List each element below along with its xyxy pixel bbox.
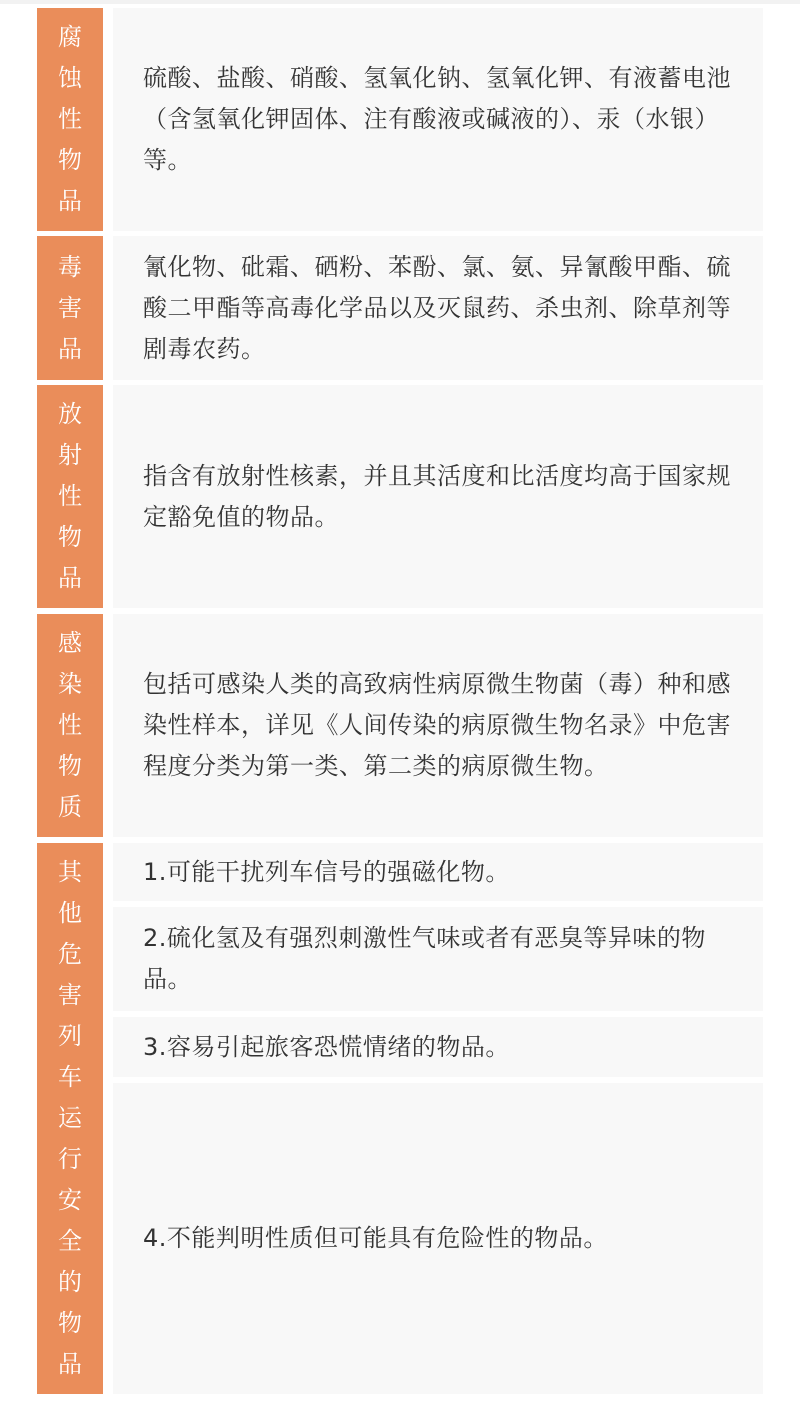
category-other bbox=[37, 843, 103, 1394]
category-other-item-3 bbox=[113, 1017, 763, 1077]
description-text: 氰化物、砒霜、硒粉、苯酚、氯、氨、异氰酸甲酯、硫酸二甲酯等高毒化学品以及灭鼠药、杀虫剂、除草剂等剧毒农药。 bbox=[143, 252, 731, 363]
description-text: 2.硫化氢及有强烈刺激性气味或者有恶臭等异味的物品。 bbox=[143, 924, 706, 993]
description-text: 4.不能判明性质但可能具有危险性的物品。 bbox=[143, 1224, 608, 1252]
category-corrosive bbox=[37, 8, 103, 231]
category-toxic-description bbox=[113, 236, 763, 380]
category-label: 腐蚀性物品 bbox=[58, 23, 82, 215]
category-label: 感染性物质 bbox=[58, 629, 82, 821]
category-corrosive-description bbox=[113, 8, 763, 231]
description-text: 包括可感染人类的高致病性病原微生物菌（毒）种和感染性样本，详见《人间传染的病原微生物名录》中危害程度分类为第一类、第二类的病原微生物。 bbox=[143, 670, 731, 780]
category-infectious bbox=[37, 614, 103, 837]
category-other-item-2 bbox=[113, 907, 763, 1011]
category-label: 毒害品 bbox=[58, 252, 82, 363]
category-radioactive-description bbox=[113, 385, 763, 608]
description-text: 3.容易引起旅客恐慌情绪的物品。 bbox=[143, 1032, 510, 1061]
category-radioactive bbox=[37, 385, 103, 608]
category-other-item-4 bbox=[113, 1083, 763, 1394]
category-label: 其他危害列车运行安全的物品 bbox=[58, 858, 82, 1378]
description-text: 指含有放射性核素，并且其活度和比活度均高于国家规定豁免值的物品。 bbox=[143, 461, 731, 531]
category-infectious-description bbox=[113, 614, 763, 837]
category-other-item-1 bbox=[113, 843, 763, 901]
description-text: 1.可能干扰列车信号的强磁化物。 bbox=[143, 857, 510, 886]
description-text: 硫酸、盐酸、硝酸、氢氧化钠、氢氧化钾、有液蓄电池（含氢氧化钾固体、注有酸液或碱液的）、汞（水银）等。 bbox=[143, 64, 731, 174]
top-divider bbox=[0, 0, 800, 4]
category-toxic bbox=[37, 236, 103, 380]
category-label: 放射性物品 bbox=[58, 400, 82, 592]
